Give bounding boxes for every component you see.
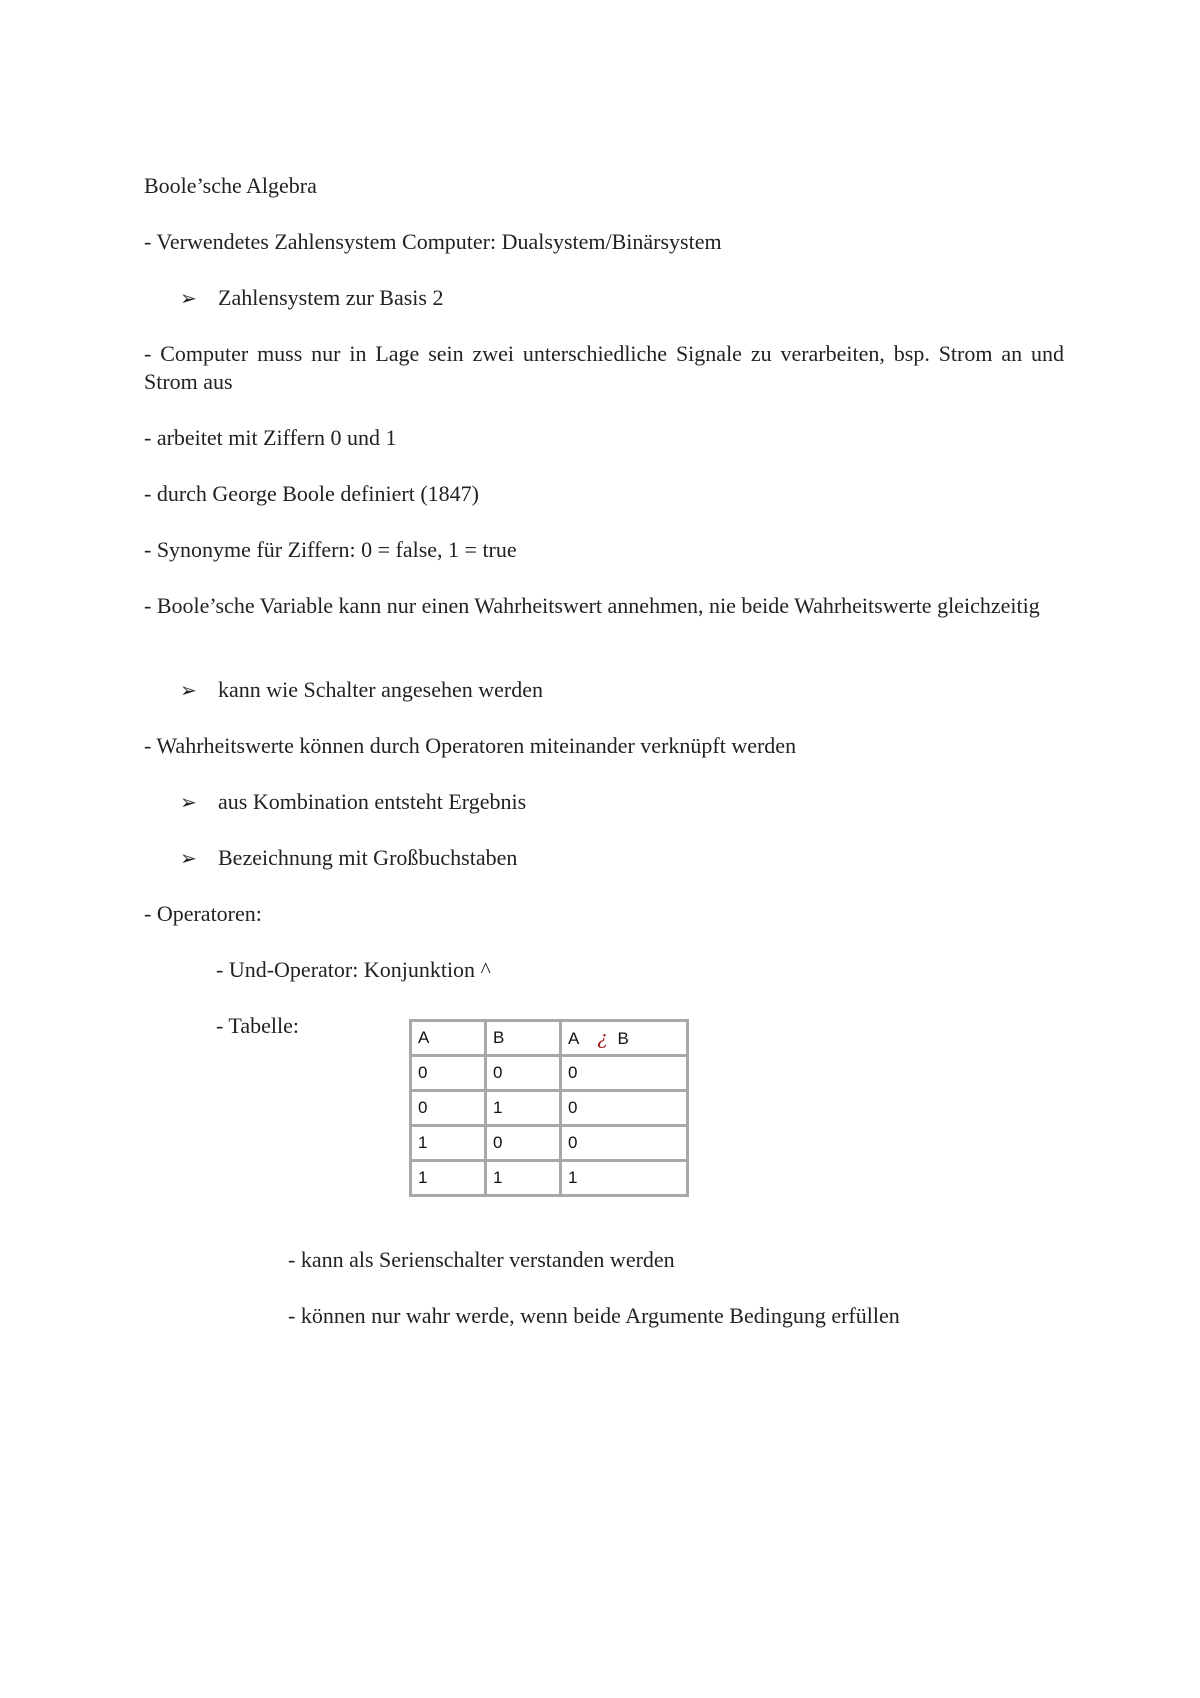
paragraph-signals: - Computer muss nur in Lage sein zwei unterschiedliche Signale zu verarbeiten, bsp. Strom an und Strom aus	[144, 341, 1064, 394]
table-header-row	[411, 1021, 688, 1056]
paragraph-boolean-variable: - Boole’sche Variable kann nur einen Wahrheitswert annehmen, nie beide Wahrheitswerte gleichzeitig	[144, 593, 1040, 618]
truth-table-and	[409, 1019, 689, 1197]
paragraph-operators-link: - Wahrheitswerte können durch Operatoren miteinander verknüpft werden	[144, 733, 797, 758]
bullet-base-two	[180, 284, 443, 312]
table-row	[411, 1091, 688, 1126]
table-cell: 0	[561, 1126, 688, 1161]
table-row	[411, 1056, 688, 1091]
header-cell-a: A	[411, 1021, 486, 1056]
table-cell: 0	[411, 1056, 486, 1091]
paragraph-table-label: - Tabelle:	[216, 1013, 299, 1038]
table-cell: 0	[486, 1056, 561, 1091]
table-row	[411, 1161, 688, 1196]
bullet-capitals	[180, 844, 517, 872]
operator-symbol: ¿	[597, 1027, 608, 1049]
result-right-label: B	[617, 1029, 629, 1048]
paragraph-and-operator: - Und-Operator: Konjunktion ^	[216, 957, 491, 982]
table-cell: 0	[561, 1091, 688, 1126]
paragraph-digits: - arbeitet mit Ziffern 0 und 1	[144, 425, 397, 450]
arrow-bullet-icon: ➢	[180, 846, 197, 870]
table-cell: 0	[486, 1126, 561, 1161]
bullet-text: kann wie Schalter angesehen werden	[218, 677, 543, 702]
table-row	[411, 1126, 688, 1161]
table-cell: 1	[486, 1161, 561, 1196]
bullet-combination	[180, 788, 526, 816]
table-cell: 1	[486, 1091, 561, 1126]
arrow-bullet-icon: ➢	[180, 790, 197, 814]
table-cell: 1	[411, 1161, 486, 1196]
bullet-text: Bezeichnung mit Großbuchstaben	[218, 845, 518, 870]
table-cell: 1	[411, 1126, 486, 1161]
table-cell: 1	[561, 1161, 688, 1196]
paragraph-george-boole: - durch George Boole definiert (1847)	[144, 481, 479, 506]
paragraph-synonyms: - Synonyme für Ziffern: 0 = false, 1 = true	[144, 537, 517, 562]
arrow-bullet-icon: ➢	[180, 286, 197, 310]
header-cell-result	[561, 1021, 688, 1056]
result-left-label: A	[568, 1029, 580, 1048]
paragraph-both-arguments: - können nur wahr werde, wenn beide Argumente Bedingung erfüllen	[288, 1303, 900, 1328]
bullet-text: aus Kombination entsteht Ergebnis	[218, 789, 527, 814]
document-title: Boole’sche Algebra	[144, 173, 317, 198]
paragraph-series-switch: - kann als Serienschalter verstanden werden	[288, 1247, 675, 1272]
table-cell: 0	[411, 1091, 486, 1126]
table-cell: 0	[561, 1056, 688, 1091]
arrow-bullet-icon: ➢	[180, 678, 197, 702]
header-cell-b: B	[486, 1021, 561, 1056]
bullet-switch	[180, 676, 543, 704]
paragraph-operators: - Operatoren:	[144, 901, 262, 926]
bullet-text: Zahlensystem zur Basis 2	[218, 285, 444, 310]
paragraph-number-system: - Verwendetes Zahlensystem Computer: Dualsystem/Binärsystem	[144, 229, 722, 254]
